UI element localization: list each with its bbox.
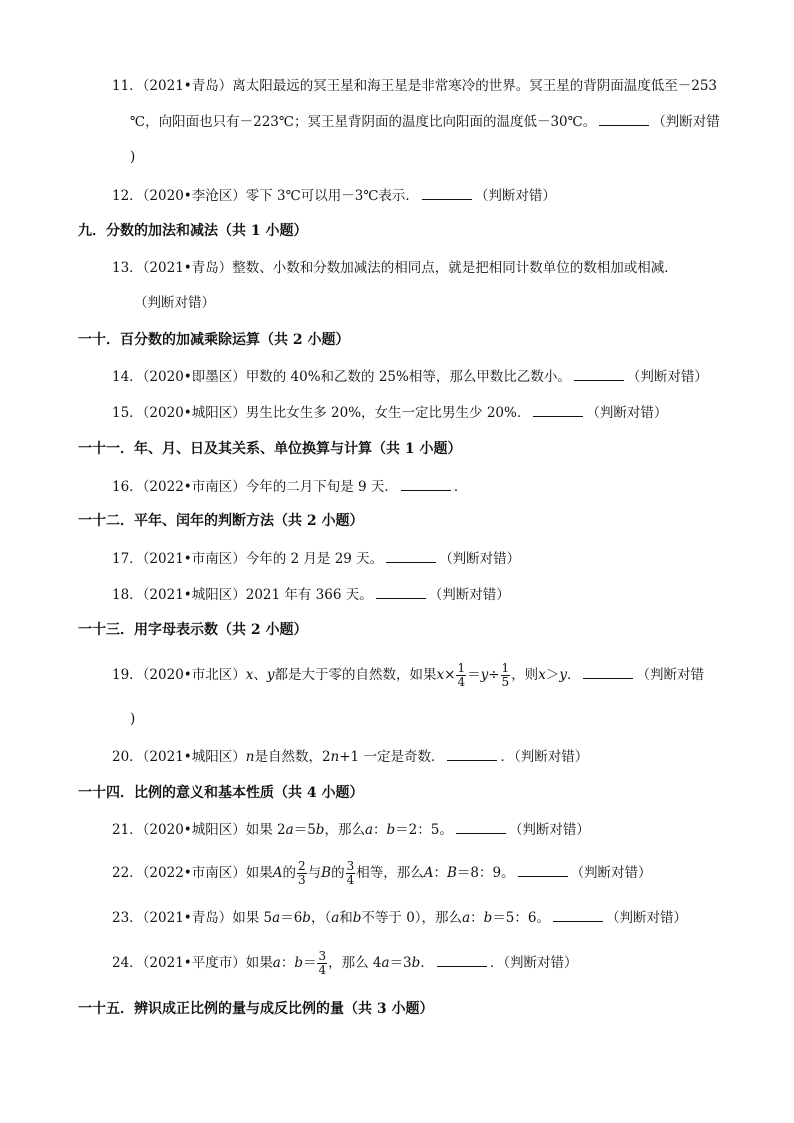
answer-blank [533, 402, 583, 417]
section-heading-13: 一十三．用字母表示数（共 2 小题） [78, 622, 308, 638]
question-14: 14．（2020•即墨区）甲数的 40%和乙数的 25%相等，那么甲数比乙数小。 （判断对错） [112, 366, 708, 387]
question-19-line-2: ) [130, 711, 136, 727]
question-21: 21．（2020•城阳区）如果 2a＝5b，那么a：b＝2：5。 （判断对错） [112, 819, 590, 840]
section-heading-9: 九．分数的加法和减法（共 1 小题） [78, 223, 308, 239]
question-19-line-1: 19．（2020•市北区）x、y都是大于零的自然数，如果x× $\frac{1}{4}$ ＝y÷ $\frac{1}{5}$ ，则x＞y． （判断对错 [112, 661, 704, 689]
question-11-line-1: 11．（2021•青岛）离太阳最远的冥王星和海王星是非常寒冷的世界。冥王星的背阴面温度低至－253 [112, 78, 718, 94]
question-18: 18．（2021•城阳区）2021 年有 366 天。 （判断对错） [112, 584, 510, 605]
question-22: 22．（2022•市南区）如果A的 $\frac{2}{3}$ 与B的 $\frac{3}{4}$ 相等，那么A：B＝8：9。 （判断对错） [112, 859, 652, 887]
question-13-line-1: 13．（2021•青岛）整数、小数和分数加减法的相同点，就是把相同计数单位的数相加或相减． [112, 260, 678, 276]
answer-blank [386, 548, 436, 563]
question-11-line-2: ℃，向阳面也只有－223℃；冥王星背阴面的温度比向阳面的温度低－30℃。 （判断对错 [130, 111, 720, 132]
fraction: $\frac{1}{4}$ [457, 661, 466, 689]
fraction: $\frac{2}{3}$ [298, 859, 306, 887]
fraction: $\frac{3}{4}$ [346, 859, 355, 887]
section-heading-15: 一十五．辨识成正比例的量与成反比例的量（共 3 小题） [78, 1001, 434, 1017]
question-11-line-3: ) [130, 149, 136, 165]
answer-blank [437, 952, 487, 967]
fraction: $\frac{3}{4}$ [318, 949, 327, 977]
answer-blank [553, 907, 603, 922]
answer-blank [401, 476, 451, 491]
section-heading-11: 一十一．年、月、日及其关系、单位换算与计算（共 1 小题） [78, 441, 462, 457]
answer-blank [574, 366, 624, 381]
question-12: 12．（2020•李沧区）零下 3℃可以用－3℃表示． （判断对错） [112, 185, 556, 206]
answer-blank [599, 111, 649, 126]
question-20: 20．（2021•城阳区）n是自然数，2n+1 一定是奇数． ．（判断对错） [112, 746, 588, 767]
section-heading-12: 一十二．平年、闰年的判断方法（共 2 小题） [78, 513, 364, 529]
question-17: 17．（2021•市南区）今年的 2 月是 29 天。 （判断对错） [112, 548, 520, 569]
answer-blank [583, 664, 633, 679]
section-heading-14: 一十四．比例的意义和基本性质（共 4 小题） [78, 785, 364, 801]
answer-blank [447, 746, 497, 761]
question-23: 23．（2021•青岛）如果 5a＝6b，（a和b不等于 0），那么a：b＝5：6。 （判断对错） [112, 907, 687, 928]
fraction: $\frac{1}{5}$ [501, 661, 510, 689]
question-16: 16．（2022•市南区）今年的二月下旬是 9 天． ． [112, 476, 467, 497]
question-24: 24．（2021•平度市）如果a：b＝ $\frac{3}{4}$ ，那么 4a＝3b． ．（判断对错） [112, 949, 578, 977]
answer-blank [422, 185, 472, 200]
answer-blank [376, 584, 426, 599]
answer-blank [456, 819, 506, 834]
answer-blank [518, 862, 568, 877]
question-13-line-2: （判断对错） [134, 295, 215, 311]
section-heading-10: 一十．百分数的加减乘除运算（共 2 小题） [78, 332, 350, 348]
question-15: 15．（2020•城阳区）男生比女生多 20%，女生一定比男生少 20%． （判断对错） [112, 402, 667, 423]
